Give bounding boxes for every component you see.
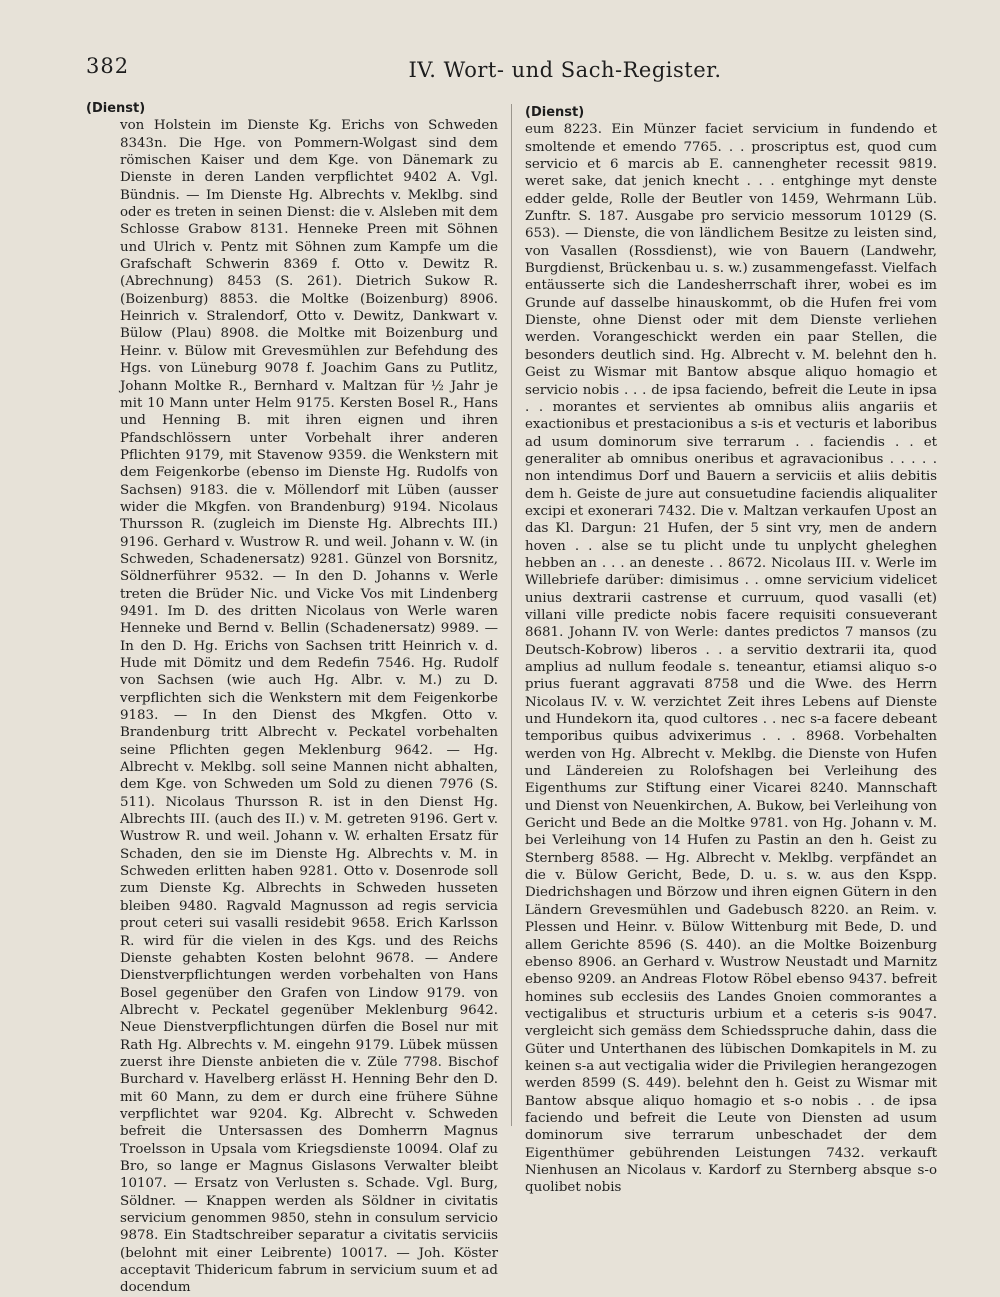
right-lemma: (Dienst) xyxy=(525,105,585,120)
left-column-text: von Holstein im Dienste Kg. Erichs von Schweden 8343n. Die Hge. von Pommern-Wolgast sind dem römischen Kaiser und dem Kge. von Dänemark zu Dienste in deren Landen verpflichtet 9402 A. Vgl. Bündnis. — Im Dienste Hg. Albrechts v. Meklbg. sind oder es treten in seinen Dienst: die v. Alsleben mit dem Schlosse Grabow 8131. Henneke Preen mit Söhnen und Ulrich v. Pentz mit Söhnen zum Kampfe um die Grafschaft Schwerin 8369 f. Otto v. Dewitz R. (Abrechnung) 8453 (S. 261). Dietrich Sukow R. (Boizenburg) 8853. die Moltke (Boizenburg) 8906. Heinrich v. Stralendorf, Otto v. Dewitz, Dankwart v. Bülow (Plau) 8908. die Moltke mit Boizenburg und Heinr. v. Bülow mit Grevesmühlen zur Befehdung des Hgs. von Lüneburg 9078 f. Joachim Gans zu Putlitz, Johann Moltke R., Bernhard v. Maltzan für ½ Jahr je mit 10 Mann unter Helm 9175. Kersten Bosel R., Hans und Henning B. mit ihren eignen und ihren Pfandschlössern unter Vorbehalt ihrer anderen Pflichten 9179, mit Stavenow 9359. die Wenkstern mit dem Feigenkorbe (ebenso im Dienste Hg. Rudolfs von Sachsen) 9183. die v. Möllendorf mit Lüben (ausser wider die Mkgfen. von Brandenburg) 9194. Nicolaus Thursson R. (zugleich im Dienste Hg. Albrechts III.) 9196. Gerhard v. Wustrow R. und weil. Johann v. W. (in Schweden, Schadenersatz) 9281. Günzel von Borsnitz, Söldnerführer 9532. — In den D. Johanns v. Werle treten die Brüder Nic. und Vicke Vos mit Lindenberg 9491. Im D. des dritten Nicolaus von Werle waren Henneke und Bernd v. Bellin (Schadenersatz) 9989. — In den D. Hg. Erichs von Sachsen tritt Heinrich v. d. Hude mit Dömitz und dem Redefin 7546. Hg. Rudolf von Sachsen (wie auch Hg. Albr. v. M.) zu D. verpflichten sich die Wenkstern mit dem Feigenkorbe 9183. — In den Dienst des Mkgfen. Otto v. Brandenburg tritt Albrecht v. Peckatel vorbehalten seine Pflichten gegen Meklenburg 9642. — Hg. Albrecht v. Meklbg. soll seine Mannen nicht abhalten, dem Kge. von Schweden um Sold zu dienen 7976 (S. 511). Nicolaus Thursson R. ist in den Dienst Hg. Albrechts III. (auch des II.) v. M. getreten 9196. Gert v. Wustrow R. und weil. Johann v. W. erhalten Ersatz für Schaden, den sie im Dienste Hg. Albrechts v. M. in Schweden erlitten haben 9281. Otto v. Dosenrode soll zum Dienste Kg. Albrechts in Schweden husseten bleiben 9480. Ragvald Magnusson ad regis servicia prout ceteri sui vasalli residebit 9658. Erich Karlsson R. wird für die vielen in des Kgs. und des Reichs Dienste gehabten Kosten belohnt 9678. — Andere Dienstverpflichtungen werden vorbehalten von Hans Bosel gegenüber den Grafen von Lindow 9179. von Albrecht v. Peckatel gegenüber Meklenburg 9642. Neue Dienstverpflichtungen dürfen die Bosel nur mit Rath Hg. Albrechts v. M. eingehn 9179. Lübek müssen zuerst ihre Dienste anbieten die v. Züle 7798. Bischof Burchard v. Havelberg erlässt H. Henning Behr den D. mit 60 Mann, zu dem er durch eine frühere Sühne verpflichtet war 9204. Kg. Albrecht v. Schweden befreit die Untersassen des Domherrn Magnus Troelsson in Upsala vom Kriegsdienste 10094. Olaf zu Bro, so lange er Magnus Gislasons Verwalter bleibt 10107. — Ersatz von Verlusten s. Schade. Vgl. Burg, Söldner. — Knappen werden als Söldner in civitatis servicium genommen 9850, stehn in consulum servicio 9878. Ein Stadtschreiber separatur a civitatis serviciis (belohnt mit einer Leibrente) 10017. — Joh. Köster acceptavit Thidericum fabrum in servicium suum et ad docendum xyxy=(120,118,498,1296)
left-column xyxy=(86,100,498,1297)
column-divider xyxy=(511,104,512,1126)
right-column-text: eum 8223. Ein Münzer faciet servicium in fundendo et smoltende et emendo 7765. . . proscriptus est, quod cum servicio et 6 marcis ab E. cannengheter recessit 9819. weret sake, dat jenich knecht . . . entghinge myt denste edder gelde, Rolle der Beutler von 1459, Wehrmann Lüb. Zunftr. S. 187. Ausgabe pro servicio messorum 10129 (S. 653). — Dienste, die von ländlichem Besitze zu leisten sind, von Vasallen (Rossdienst), wie von Bauern (Landwehr, Burgdienst, Brückenbau u. s. w.) zusammengefasst. Vielfach entäusserte sich die Landesherrschaft ihrer, wobei es im Grunde auf dasselbe hinauskommt, ob die Hufen frei vom Dienste, ohne Dienst oder mit dem Dienste verliehen werden. Vorangeschickt werden ein paar Stellen, die besonders deutlich sind. Hg. Albrecht v. M. belehnt den h. Geist zu Wismar mit Bantow absque aliquo homagio et servicio nobis . . . de ipsa faciendo, befreit die Leute in ipsa . . morantes et servientes ab omnibus aliis angariis et exactionibus et prestacionibus a s-is et vecturis et laboribus ad usum dominorum sive terrarum . . faciendis . . et generaliter ab omnibus oneribus et agravacionibus . . . . . non intendimus Dorf und Bauern a serviciis et aliis debitis dem h. Geiste de jure aut consuetudine faciendis aliqualiter excipi et exonerari 7432. Die v. Maltzan verkaufen Upost an das Kl. Dargun: 21 Hufen, der 5 sint vry, men de andern hoven . . alse se tu plicht unde tu unplycht gheleghen hebben an . . . an deneste . . 8672. Nicolaus III. v. Werle im Willebriefe darüber: dimisimus . . omne servicium videlicet unius dextrarii castrense et curruum, quod vasalli (et) villani ville predicte nobis facere requisiti consueverant 8681. Johann IV. von Werle: dantes predictos 7 mansos (zu Deutsch-Kobrow) liberos . . a servitio dextrarii ita, quod amplius ad nullum feodale s. teneantur, etiamsi aliquo s-o prius fuerant aggravati 8758 und die Wwe. des Herrn Nicolaus IV. v. W. verzichtet Zeit ihres Lebens auf Dienste und Hundekorn ita, quod cultores . . nec s-a facere debeant temporibus quibus advixerimus . . . 8968. Vorbehalten werden von Hg. Albrecht v. Meklbg. die Dienste von Hufen und Ländereien zu Rolofshagen bei Verleihung des Eigenthums zur Stiftung einer Vicarei 8240. Mannschaft und Dienst von Neuenkirchen, A. Bukow, bei Verleihung von Gericht und Bede an die Moltke 9781. von Hg. Johann v. M. bei Verleihung von 14 Hufen zu Pastin an den h. Geist zu Sternberg 8588. — Hg. Albrecht v. Meklbg. verpfändet an die v. Bülow Gericht, Bede, D. u. s. w. aus den Kspp. Diedrichshagen und Börzow und ihren eignen Gütern in den Ländern Grevesmühlen und Gadebusch 8220. an Reim. v. Plessen und Heinr. v. Bülow Wittenburg mit Bede, D. und allem Gerichte 8596 (S. 440). an die Moltke Boizenburg ebenso 8906. an Gerhard v. Wustrow Neustadt und Marnitz ebenso 9209. an Andreas Flotow Röbel ebenso 9437. befreit homines sub ecclesiis des Landes Gnoien commorantes a vectigalibus et structuris urbium et a ceteris s-is 9047. vergleicht sich gemäss dem Schiedsspruche dahin, dass die Güter und Unterthanen des lübischen Domkapitels in M. zu keinen s-a aut vectigalia wider die Privilegien herangezogen werden 8599 (S. 449). belehnt den h. Geist zu Wismar mit Bantow absque aliquo homagio et s-o nobis . . de ipsa faciendo und befreit die Leute von Diensten ad usum dominorum sive terrarum unbeschadet der dem Eigenthümer gebührenden Leistungen 7432. verkauft Nienhusen an Nicolaus v. Kardorf zu Sternberg absque s-o quolibet nobis xyxy=(525,122,937,1196)
left-lemma: (Dienst) xyxy=(86,101,146,116)
page-number: 382 xyxy=(86,54,130,78)
right-column xyxy=(525,104,937,1197)
running-header: IV. Wort- und Sach-Register. xyxy=(408,58,722,82)
